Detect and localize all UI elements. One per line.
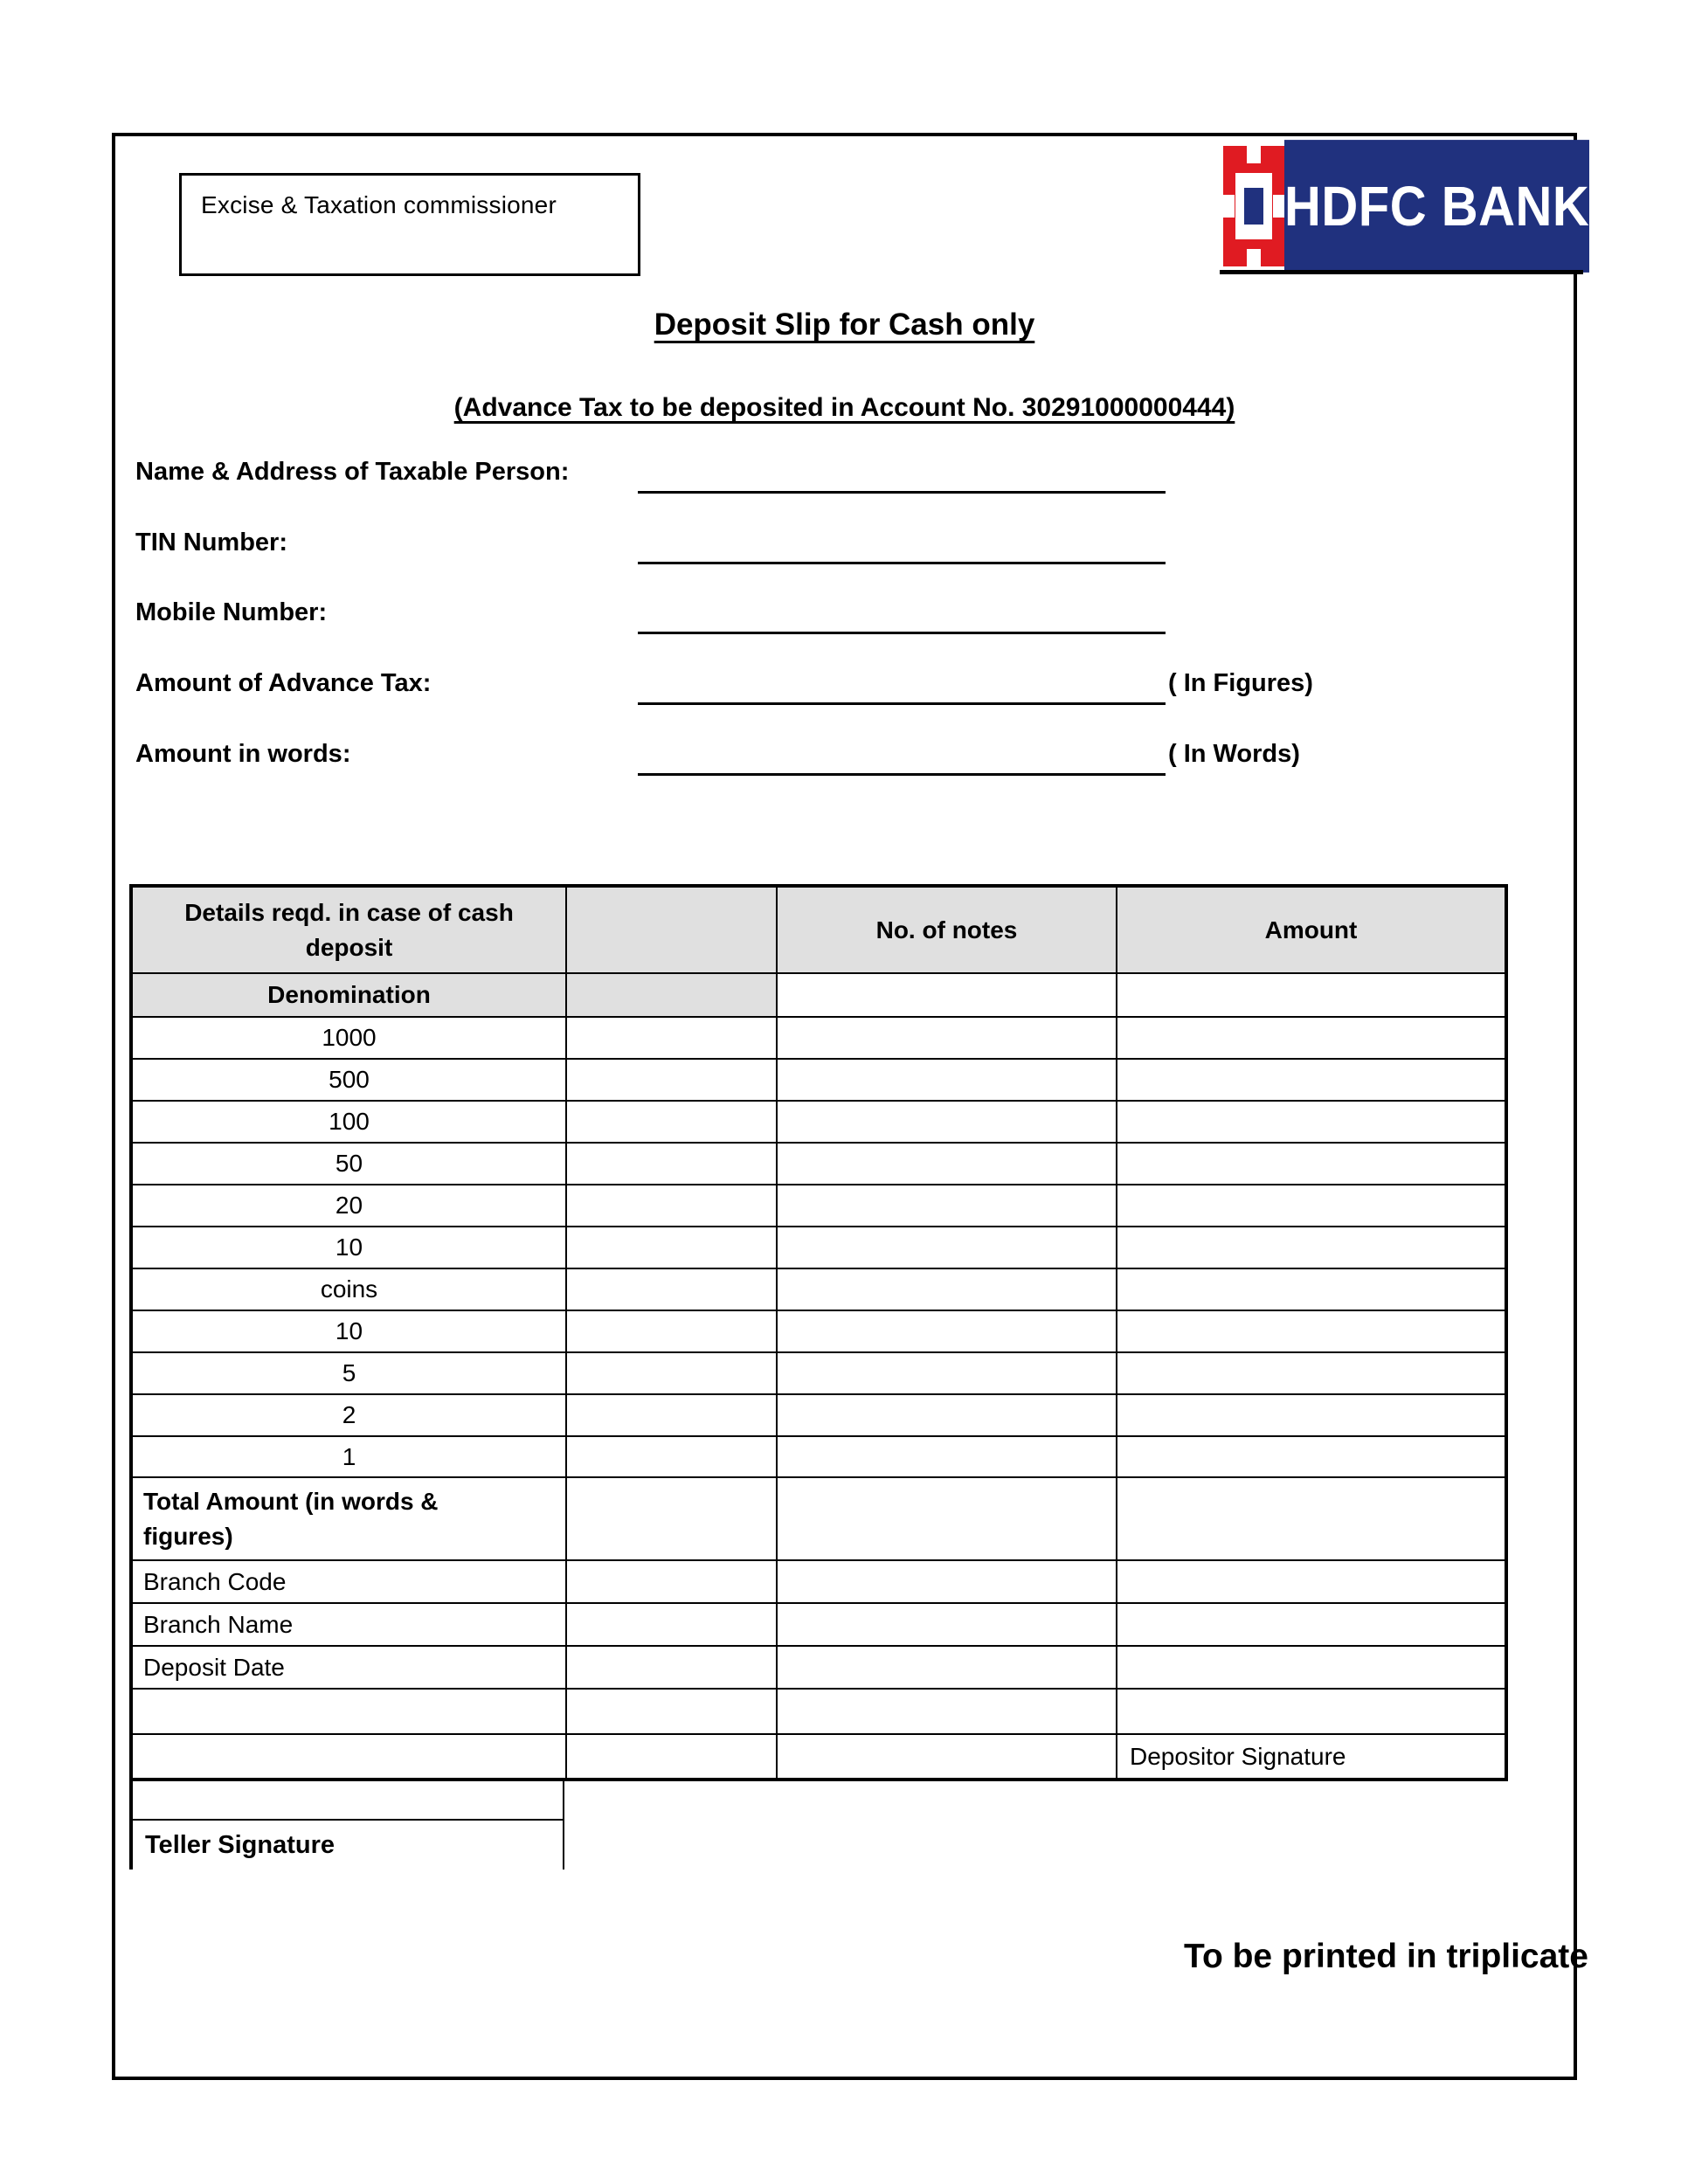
empty-cell [777,973,1117,1017]
notes-cell [777,1352,1117,1394]
field-label: Amount in words: [135,740,351,768]
amount-cell [1117,1227,1506,1268]
table-header-row [131,886,1506,973]
field-label: TIN Number: [135,529,287,556]
empty-cell [1117,1689,1506,1734]
field-label: Name & Address of Taxable Person: [135,458,570,486]
issuer-label: Excise & Taxation commissioner [201,191,557,218]
amount-cell [1117,1436,1506,1477]
empty-cell [777,1734,1117,1780]
amount-cell [1117,1101,1506,1143]
hdfc-logo-icon [1223,146,1284,266]
empty-cell [566,1017,777,1059]
total-amount-row [131,1477,1506,1560]
notes-cell [777,1394,1117,1436]
empty-cell [566,1143,777,1185]
denomination-cell: 100 [131,1101,566,1143]
denomination-cell: 1 [131,1436,566,1477]
denomination-cell: coins [131,1268,566,1310]
teller-signature-label: Teller Signature [145,1831,336,1859]
denomination-cell: 2 [131,1394,566,1436]
depositor-signature-row [131,1734,1506,1780]
amount-cell [1117,1268,1506,1310]
col-header-amount: Amount [1117,886,1506,973]
empty-cell [131,1689,566,1734]
amount-cell [1117,1143,1506,1185]
empty-cell [566,1603,777,1646]
amount-cell [1117,1185,1506,1227]
table-row [131,1185,1506,1227]
empty-cell [566,1560,777,1603]
amount-cell [1117,1352,1506,1394]
fill-in-line [638,595,1166,634]
amount-cell [1117,1310,1506,1352]
hdfc-bank-logo [1223,146,1590,266]
empty-cell [1117,1646,1506,1689]
empty-cell [1117,973,1506,1017]
branch-name-row [131,1603,1506,1646]
fill-in-line [638,736,1166,776]
col-header-no-of-notes: No. of notes [777,886,1117,973]
col-header-blank [566,886,777,973]
deposit-date-label: Deposit Date [131,1646,566,1689]
amount-cell [1117,1477,1506,1560]
denomination-cell: 1000 [131,1017,566,1059]
field-suffix: ( In Figures) [1168,669,1313,697]
table-row [131,1101,1506,1143]
table-row [131,1143,1506,1185]
empty-cell [566,1227,777,1268]
deposit-date-row [131,1646,1506,1689]
table-row [131,1352,1506,1394]
notes-cell [777,1185,1117,1227]
notes-cell [777,1059,1117,1101]
denomination-cell: 50 [131,1143,566,1185]
empty-cell [566,973,777,1017]
notes-cell [777,1436,1117,1477]
fill-in-line [638,666,1166,705]
depositor-signature-label: Depositor Signature [1117,1734,1506,1780]
denomination-cell: 5 [131,1352,566,1394]
field-label: Mobile Number: [135,598,328,626]
denomination-cell: 20 [131,1185,566,1227]
table-row [131,1310,1506,1352]
table-row [131,1436,1506,1477]
empty-cell [566,1059,777,1101]
empty-cell [777,1646,1117,1689]
amount-cell [1117,1017,1506,1059]
table-row [131,1017,1506,1059]
teller-signature-cell [129,1821,564,1870]
field-mobile-number [0,598,1688,640]
notes-cell [777,1268,1117,1310]
notes-cell [777,1227,1117,1268]
empty-cell [566,1310,777,1352]
col-header-details: Details reqd. in case of cash deposit [131,886,566,973]
table-row [131,1394,1506,1436]
cash-deposit-table [129,884,1508,1781]
triplicate-note: To be printed in triplicate [1184,1938,1588,1975]
bank-name: HDFC BANK [1284,140,1589,273]
logo-underline [1220,270,1583,274]
branch-code-row [131,1560,1506,1603]
empty-cell [566,1352,777,1394]
empty-cell [566,1185,777,1227]
table-row [131,1059,1506,1101]
denomination-subheader-row [131,973,1506,1017]
empty-cell [566,1734,777,1780]
empty-cell [566,1477,777,1560]
notes-cell [777,1477,1117,1560]
denomination-cell: 10 [131,1227,566,1268]
issuer-box [179,173,640,276]
blank-row [131,1689,1506,1734]
empty-cell [131,1734,566,1780]
page-subtitle: (Advance Tax to be deposited in Account No. 30291000000444) [453,393,1235,422]
fill-in-line [638,525,1166,564]
notes-cell [777,1143,1117,1185]
field-name-address [0,458,1688,500]
empty-cell [566,1646,777,1689]
empty-cell [566,1689,777,1734]
notes-cell [777,1101,1117,1143]
signature-blank-cell [129,1779,564,1821]
field-suffix: ( In Words) [1168,740,1300,768]
notes-cell [777,1310,1117,1352]
field-label: Amount of Advance Tax: [135,669,432,697]
branch-code-label: Branch Code [131,1560,566,1603]
empty-cell [1117,1560,1506,1603]
empty-cell [566,1268,777,1310]
empty-cell [777,1689,1117,1734]
denomination-cell: 10 [131,1310,566,1352]
empty-cell [566,1101,777,1143]
notes-cell [777,1017,1117,1059]
field-advance-tax-amount [0,669,1688,711]
empty-cell [777,1603,1117,1646]
page-title: Deposit Slip for Cash only [654,308,1035,342]
empty-cell [1117,1603,1506,1646]
empty-cell [566,1394,777,1436]
empty-cell [777,1560,1117,1603]
denomination-cell: 500 [131,1059,566,1101]
table-row [131,1227,1506,1268]
field-amount-in-words [0,740,1688,782]
branch-name-label: Branch Name [131,1603,566,1646]
fill-in-line [638,454,1166,494]
amount-cell [1117,1394,1506,1436]
total-amount-label: Total Amount (in words & figures) [131,1477,566,1560]
amount-cell [1117,1059,1506,1101]
table-row [131,1268,1506,1310]
denomination-header: Denomination [131,973,566,1017]
empty-cell [566,1436,777,1477]
field-tin-number [0,529,1688,570]
